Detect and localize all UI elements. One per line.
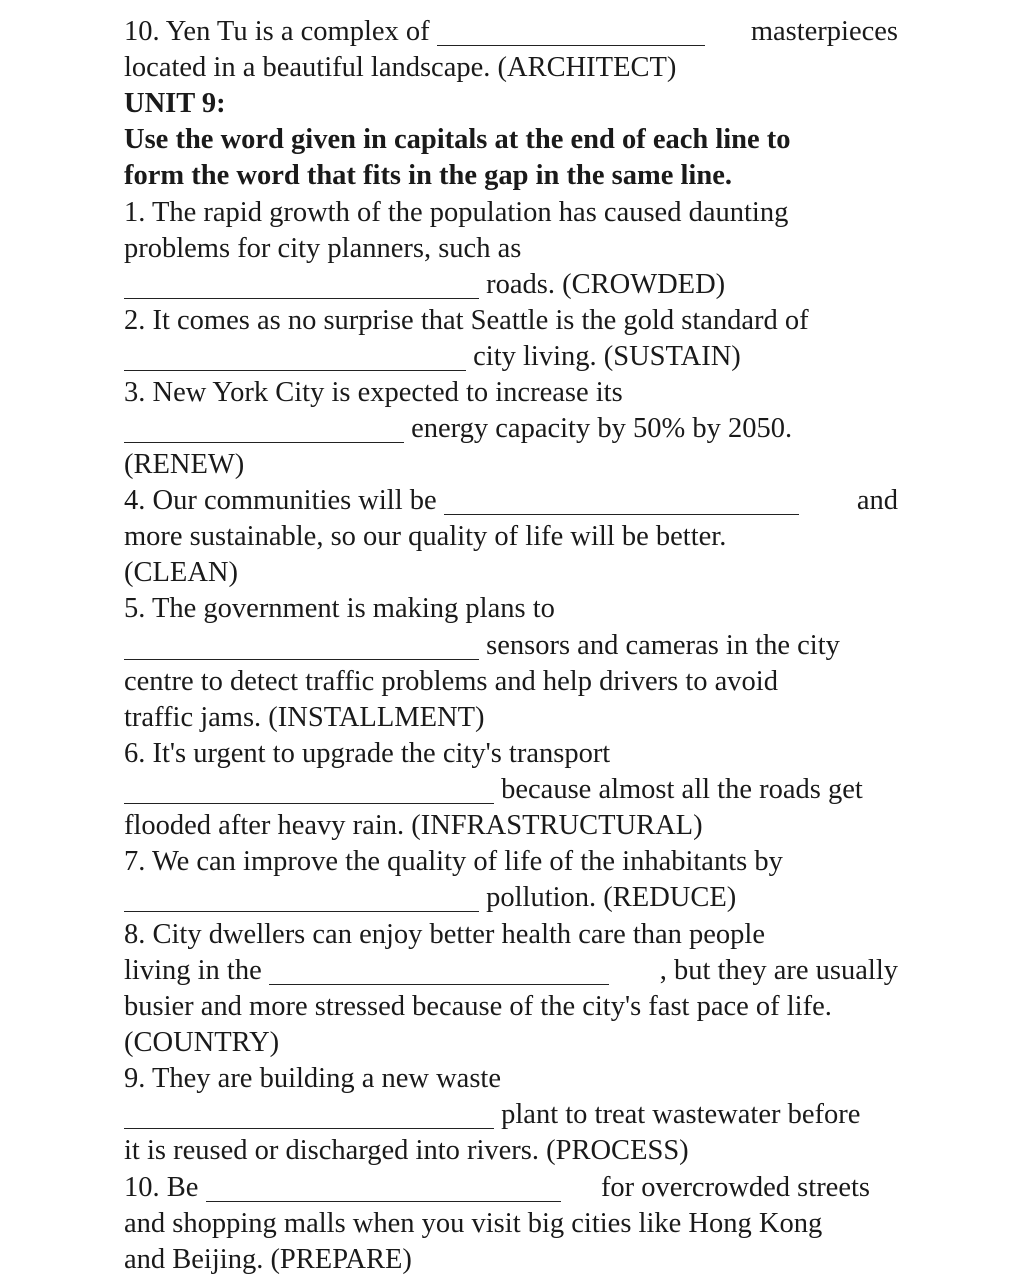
- q3-line-2: [124, 411, 792, 447]
- q8-line-3: busier and more stressed because of the city's fast pace of life.: [124, 991, 832, 1022]
- q10-line-1: [124, 1170, 561, 1206]
- answer-blank[interactable]: [124, 270, 479, 299]
- q2-line-1: 2. It comes as no surprise that Seattle is the gold standard of: [124, 305, 809, 336]
- q4-text: 4. Our communities will be: [124, 485, 437, 516]
- q5-text: sensors and cameras in the city: [486, 630, 840, 661]
- answer-blank[interactable]: [124, 775, 494, 804]
- q6-text: because almost all the roads get: [501, 774, 863, 805]
- answer-blank[interactable]: [269, 956, 609, 985]
- q8-text: living in the: [124, 955, 262, 986]
- q9-line-1: 9. They are building a new waste: [124, 1063, 501, 1094]
- answer-blank[interactable]: [124, 342, 466, 371]
- q8-line-2: [124, 953, 609, 989]
- prev-q10-line-1: [124, 14, 705, 50]
- q6-line-1: 6. It's urgent to upgrade the city's transport: [124, 738, 611, 769]
- prev-q10-text-end: masterpieces: [750, 16, 898, 47]
- answer-blank[interactable]: [444, 486, 799, 515]
- q5-line-3: centre to detect traffic problems and help drivers to avoid: [124, 666, 778, 697]
- q7-line-2: [124, 880, 736, 916]
- q5-line-1: 5. The government is making plans to: [124, 593, 555, 624]
- q3-line-3: (RENEW): [124, 449, 245, 480]
- q3-text: energy capacity by 50% by 2050.: [411, 413, 793, 444]
- answer-blank[interactable]: [124, 883, 479, 912]
- unit-heading: UNIT 9:: [124, 88, 226, 119]
- q10-line-3: and Beijing. (PREPARE): [124, 1244, 412, 1275]
- q2-text: city living. (SUSTAIN): [473, 341, 741, 372]
- q9-line-3: it is reused or discharged into rivers. (PROCESS): [124, 1135, 689, 1166]
- answer-blank[interactable]: [124, 631, 479, 660]
- q1-line-2: problems for city planners, such as: [124, 233, 522, 264]
- q6-line-2: [124, 772, 863, 808]
- q7-line-1: 7. We can improve the quality of life of the inhabitants by: [124, 846, 783, 877]
- q4-text-end: and: [856, 485, 898, 516]
- answer-blank[interactable]: [124, 414, 404, 443]
- answer-blank[interactable]: [206, 1173, 561, 1202]
- q8-text-end: , but they are usually: [659, 955, 898, 986]
- prev-q10-line-2: located in a beautiful landscape. (ARCHITECT): [124, 52, 677, 83]
- q4-line-1: [124, 483, 799, 519]
- q10-line-2: and shopping malls when you visit big cities like Hong Kong: [124, 1208, 823, 1239]
- answer-blank[interactable]: [124, 1100, 494, 1129]
- q1-line-3: [124, 267, 725, 303]
- q10-text-end: for overcrowded streets: [600, 1172, 870, 1203]
- q5-line-4: traffic jams. (INSTALLMENT): [124, 702, 485, 733]
- q6-line-3: flooded after heavy rain. (INFRASTRUCTURAL): [124, 810, 703, 841]
- q8-line-4: (COUNTRY): [124, 1027, 280, 1058]
- q9-line-2: [124, 1097, 860, 1133]
- q5-line-2: [124, 628, 840, 664]
- q4-line-2: more sustainable, so our quality of life will be better.: [124, 521, 727, 552]
- q7-text: pollution. (REDUCE): [486, 882, 737, 913]
- q9-text: plant to treat wastewater before: [501, 1099, 861, 1130]
- instruction-line-1: Use the word given in capitals at the end of each line to: [124, 124, 791, 155]
- q1-line-1: 1. The rapid growth of the population has caused daunting: [124, 197, 789, 228]
- q8-line-1: 8. City dwellers can enjoy better health care than people: [124, 919, 765, 950]
- instruction-line-2: form the word that fits in the gap in the same line.: [124, 160, 732, 191]
- prev-q10-text: 10. Yen Tu is a complex of: [124, 16, 430, 47]
- q4-line-3: (CLEAN): [124, 557, 238, 588]
- q1-text: roads. (CROWDED): [486, 269, 726, 300]
- q3-line-1: 3. New York City is expected to increase its: [124, 377, 623, 408]
- q2-line-2: [124, 339, 741, 375]
- answer-blank[interactable]: [437, 17, 705, 46]
- q10-text: 10. Be: [124, 1172, 199, 1203]
